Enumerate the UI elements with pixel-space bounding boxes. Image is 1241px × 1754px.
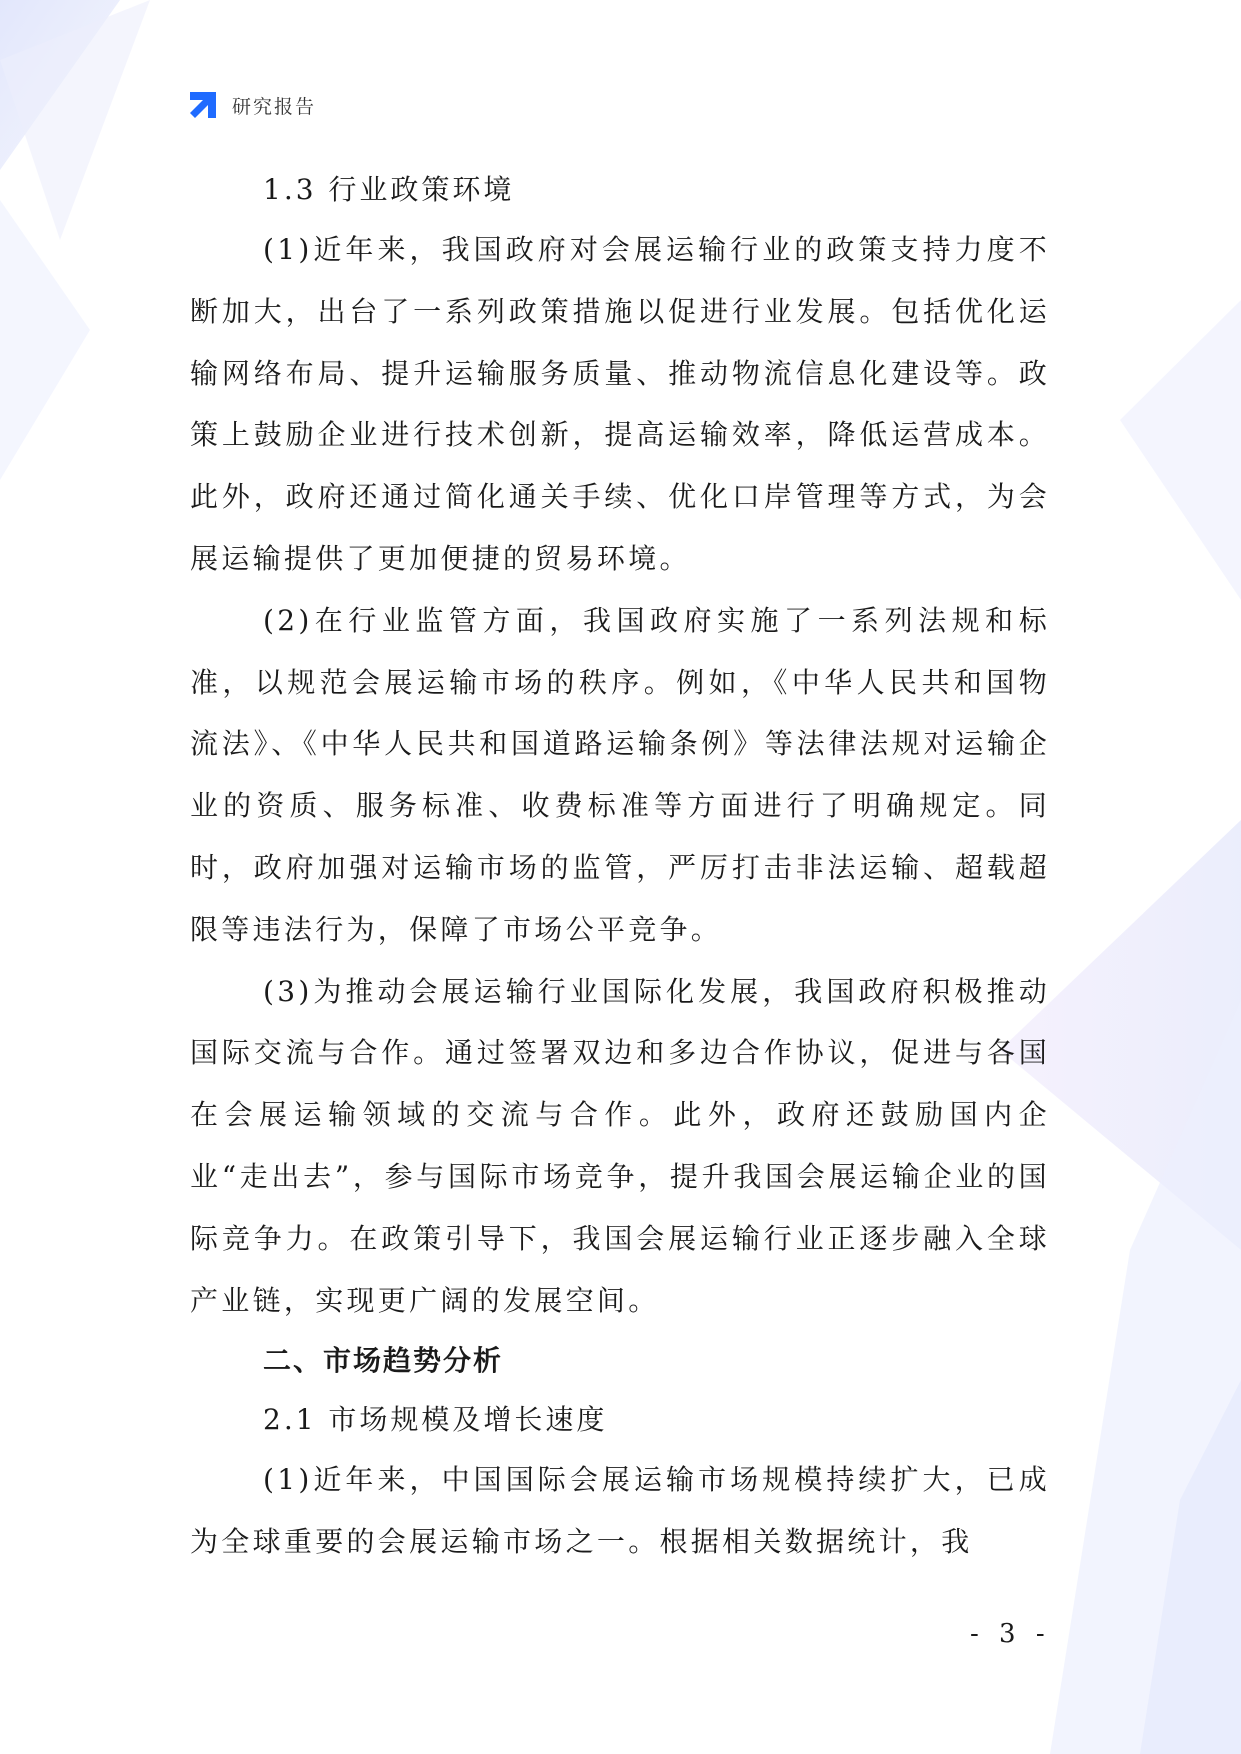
page-number: - 3 - [970, 1619, 1051, 1649]
section-1-3-heading: 1.3 行业政策环境 [263, 173, 515, 206]
header-label: 研究报告 [232, 95, 317, 118]
paragraph-1-3-2: (2)在行业监管方面，我国政府实施了一系列法规和标准，以规范会展运输市场的秩序。例如，《中华人民共和国物流法》、《中华人民共和国道路运输条例》等法律法规对运输企业的资质、服务标准、收费标准等方面进行了明确规定。同时，政府加强对运输市场的监管，严厉打击非法运输、超载超限等违法行为，保障了市场公平竞争。 [190, 603, 1050, 946]
section-2-1-heading: 2.1 市场规模及增长速度 [263, 1403, 608, 1437]
paragraph-2-1-1: (1)近年来，中国国际会展运输市场规模持续扩大，已成为全球重要的会展运输市场之一。根据相关数据统计，我 [190, 1463, 1050, 1559]
arrow-up-right-icon [186, 88, 220, 122]
section-2-heading: 二、市场趋势分析 [263, 1344, 504, 1378]
paragraph-1-3-3: (3)为推动会展运输行业国际化发展，我国政府积极推动国际交流与合作。通过签署双边和多边合作协议，促进与各国在会展运输领域的交流与合作。此外，政府还鼓励国内企业“走出去”，参与国际市场竞争，提升我国会展运输企业的国际竞争力。在政策引导下，我国会展运输行业正逐步融入全球产业链，实现更广阔的发展空间。 [190, 974, 1050, 1317]
report-header [186, 88, 316, 122]
paragraph-1-3-1: (1)近年来，我国政府对会展运输行业的政策支持力度不断加大，出台了一系列政策措施以促进行业发展。包括优化运输网络布局、提升运输服务质量、推动物流信息化建设等。政策上鼓励企业进行技术创新，提高运输效率，降低运营成本。此外，政府还通过简化通关手续、优化口岸管理等方式，为会展运输提供了更加便捷的贸易环境。 [190, 233, 1050, 575]
document-body [190, 160, 1050, 1573]
